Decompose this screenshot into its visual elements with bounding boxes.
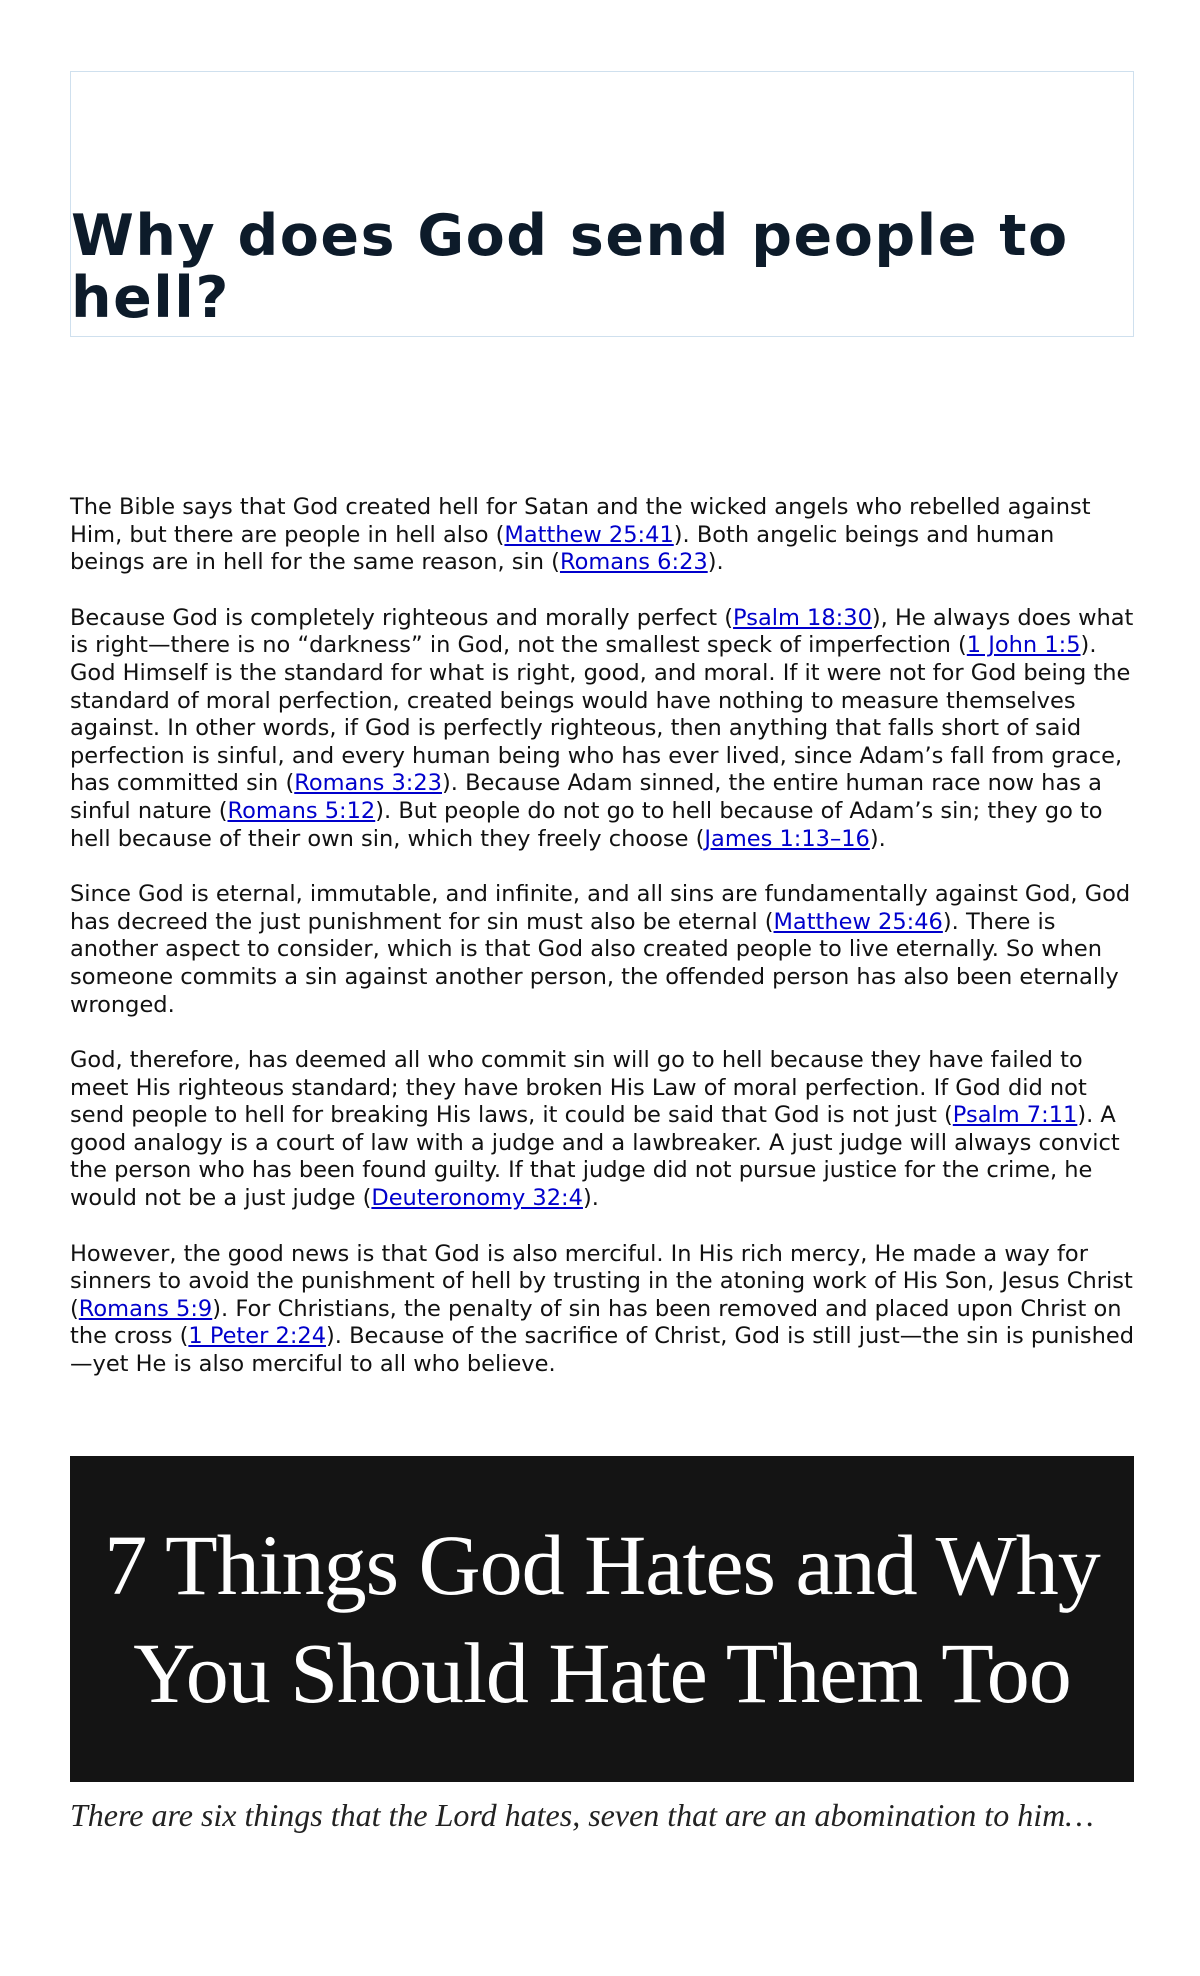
scripture-link[interactable]: Romans 3:23 [294, 770, 442, 797]
paragraph-text: The Bible says that God created hell for Satan and the wicked angels who rebelled against Him, but there are people in hell also ( [70, 494, 1091, 548]
paragraph-text: ). Because of the sacrifice of Christ, God is still just—the sin is punished—yet He is also merciful to all who believe. [70, 1323, 1135, 1378]
article-paragraph [70, 605, 1135, 853]
scripture-link[interactable]: 1 Peter 2:24 [188, 1323, 327, 1350]
scripture-link[interactable]: Romans 5:9 [78, 1295, 213, 1322]
paragraph-text: ). For Christians, the penalty of sin has been removed and placed upon Christ on the cross ( [70, 1295, 1122, 1350]
article-paragraph [70, 1047, 1135, 1213]
paragraph-text: God, therefore, has deemed all who commit sin will go to hell because they have failed to meet His righteous standard; they have broken His Law of moral perfection. If God did not send people to hell for breaking His laws, it could be said that God is not just ( [70, 1047, 1087, 1129]
scripture-link[interactable]: Romans 5:12 [227, 797, 376, 824]
paragraph-text: ), He always does what is right—there is no “darkness” in God, not the smallest speck of imperfection ( [70, 604, 1134, 659]
scripture-link[interactable]: Psalm 7:11 [952, 1102, 1078, 1129]
paragraph-text: Because God is completely righteous and morally perfect ( [70, 604, 734, 631]
scripture-link[interactable]: Romans 6:23 [559, 549, 708, 576]
scripture-link[interactable]: Psalm 18:30 [733, 604, 872, 631]
promo-banner[interactable] [70, 1456, 1134, 1782]
article-paragraph [70, 1241, 1135, 1379]
article-paragraph [70, 881, 1135, 1019]
page-title: Why does God send people to hell? [71, 203, 1069, 331]
paragraph-text: Since God is eternal, immutable, and infinite, and all sins are fundamentally against God, God has decreed the just punishment for sin must also be eternal ( [70, 881, 1131, 935]
paragraph-text: ). There is another aspect to consider, which is that God also created people to live eternally. So when someone commits a sin against another person, the offended person has also been eternally wronged. [70, 908, 1119, 1018]
paragraph-text: ). But people do not go to hell because of Adam’s sin; they go to hell because of their own sin, which they freely choose ( [70, 797, 1103, 852]
article-paragraph [70, 494, 1135, 577]
title-box [70, 71, 1134, 337]
paragraph-text: ). [869, 825, 886, 852]
scripture-link[interactable]: Matthew 25:41 [504, 521, 674, 548]
scripture-link[interactable]: Deuteronomy 32:4 [371, 1185, 583, 1212]
paragraph-text: ). Both angelic beings and human beings are in hell for the same reason, sin ( [70, 521, 1055, 576]
paragraph-text: ). [707, 549, 724, 576]
paragraph-text: ). [582, 1185, 599, 1212]
scripture-link[interactable]: 1 John 1:5 [966, 632, 1081, 659]
paragraph-text: However, the good news is that God is also merciful. In His rich mercy, He made a way for sinners to avoid the punishment of hell by trusting in the atoning work of His Son, Jesus Christ ( [70, 1240, 1133, 1322]
banner-subtitle: There are six things that the Lord hates, seven that are an abomination to him… [70, 1797, 1094, 1833]
article-body [70, 494, 1135, 1407]
paragraph-text: ). Because Adam sinned, the entire human race now has a sinful nature ( [70, 770, 1102, 824]
banner-title[interactable]: 7 Things God Hates and Why You Should Hate Them Too [104, 1517, 1100, 1721]
paragraph-text: ). A good analogy is a court of law with a judge and a lawbreaker. A just judge will always convict the person who has been found guilty. If that judge did not pursue justice for the crime, he would not be a just judge ( [70, 1102, 1120, 1212]
paragraph-text: ). God Himself is the standard for what is right, good, and moral. If it were not for God being the standard of moral perfection, created beings would have nothing to measure themselves against. In other words, if God is perfectly righteous, then anything that falls short of said perfection is sinful, and every human being who has ever lived, since Adam’s fall from grace, has committed sin ( [70, 632, 1131, 797]
scripture-link[interactable]: James 1:13–16 [704, 825, 870, 852]
scripture-link[interactable]: Matthew 25:46 [773, 908, 943, 935]
